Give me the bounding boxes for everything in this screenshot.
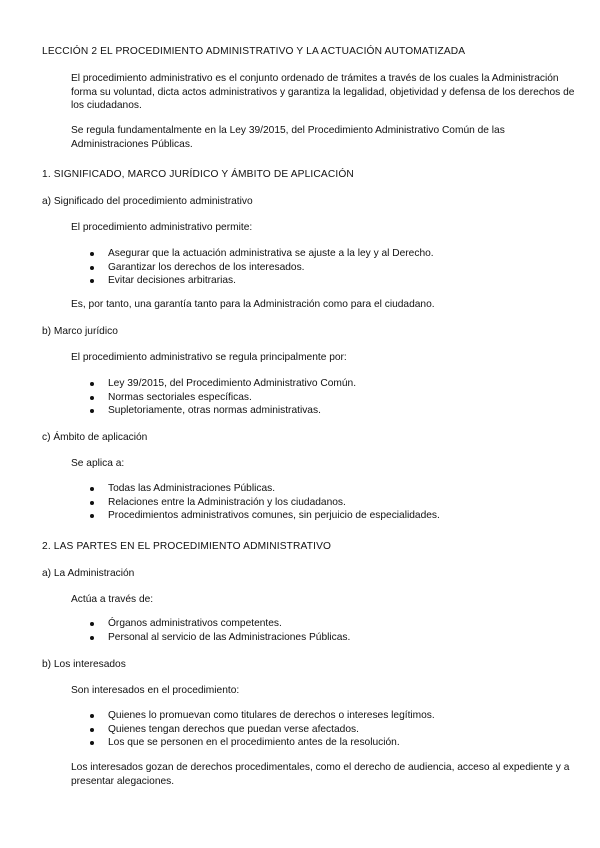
intro-paragraph-2: Se regula fundamentalmente en la Ley 39/2015, del Procedimiento Administrativo Común de las Administraciones Públicas.: [71, 125, 505, 150]
list-item: Relaciones entre la Administración y los ciudadanos.: [89, 496, 583, 510]
section-2b-closing: Los interesados gozan de derechos procedimentales, como el derecho de audiencia, acceso al expediente y a presentar alegaciones.: [71, 762, 570, 787]
section-2a-list: [89, 617, 583, 644]
section-1c-list: [89, 482, 583, 523]
section-1a-heading: a) Significado del procedimiento administrativo: [42, 196, 253, 207]
list-item: Personal al servicio de las Administraciones Públicas.: [89, 631, 583, 645]
list-item: Asegurar que la actuación administrativa se ajuste a la ley y al Derecho.: [89, 247, 583, 261]
lesson-title: LECCIÓN 2 EL PROCEDIMIENTO ADMINISTRATIVO Y LA ACTUACIÓN AUTOMATIZADA: [42, 46, 466, 57]
section-1a-closing: Es, por tanto, una garantía tanto para la Administración como para el ciudadano.: [71, 299, 435, 310]
list-item: Normas sectoriales específicas.: [89, 391, 583, 405]
list-item: Todas las Administraciones Públicas.: [89, 482, 583, 496]
section-2b-list: [89, 709, 583, 750]
section-2a-intro: Actúa a través de:: [71, 594, 154, 605]
section-2a-heading: a) La Administración: [42, 568, 135, 579]
section-2b-heading: b) Los interesados: [42, 659, 126, 670]
section-1c-heading: c) Ámbito de aplicación: [42, 432, 148, 443]
list-item: Procedimientos administrativos comunes, sin perjuicio de especialidades.: [89, 509, 583, 523]
section-2-heading: 2. LAS PARTES EN EL PROCEDIMIENTO ADMINISTRATIVO: [42, 541, 332, 552]
list-item: Quienes tengan derechos que puedan verse afectados.: [89, 723, 583, 737]
list-item: Evitar decisiones arbitrarias.: [89, 274, 583, 288]
section-2b-intro: Son interesados en el procedimiento:: [71, 685, 240, 696]
section-1a-list: [89, 247, 583, 288]
list-item: Supletoriamente, otras normas administrativas.: [89, 404, 583, 418]
section-1b-list: [89, 377, 583, 418]
section-1-heading: 1. SIGNIFICADO, MARCO JURÍDICO Y ÁMBITO DE APLICACIÓN: [42, 169, 354, 180]
list-item: Los que se personen en el procedimiento antes de la resolución.: [89, 736, 583, 750]
section-1a-intro: El procedimiento administrativo permite:: [71, 222, 253, 233]
list-item: Órganos administrativos competentes.: [89, 617, 583, 631]
list-item: Garantizar los derechos de los interesados.: [89, 261, 583, 275]
list-item: Quienes lo promuevan como titulares de derechos o intereses legítimos.: [89, 709, 583, 723]
section-1c-intro: Se aplica a:: [71, 458, 125, 469]
section-1b-heading: b) Marco jurídico: [42, 326, 118, 337]
section-1b-intro: El procedimiento administrativo se regula principalmente por:: [71, 352, 347, 363]
list-item: Ley 39/2015, del Procedimiento Administrativo Común.: [89, 377, 583, 391]
intro-paragraph-1: El procedimiento administrativo es el conjunto ordenado de trámites a través de los cuales la Administración forma su voluntad, dicta actos administrativos y garantiza la legalidad, objetividad y defensa de los derechos de los ciudadanos.: [71, 73, 575, 111]
